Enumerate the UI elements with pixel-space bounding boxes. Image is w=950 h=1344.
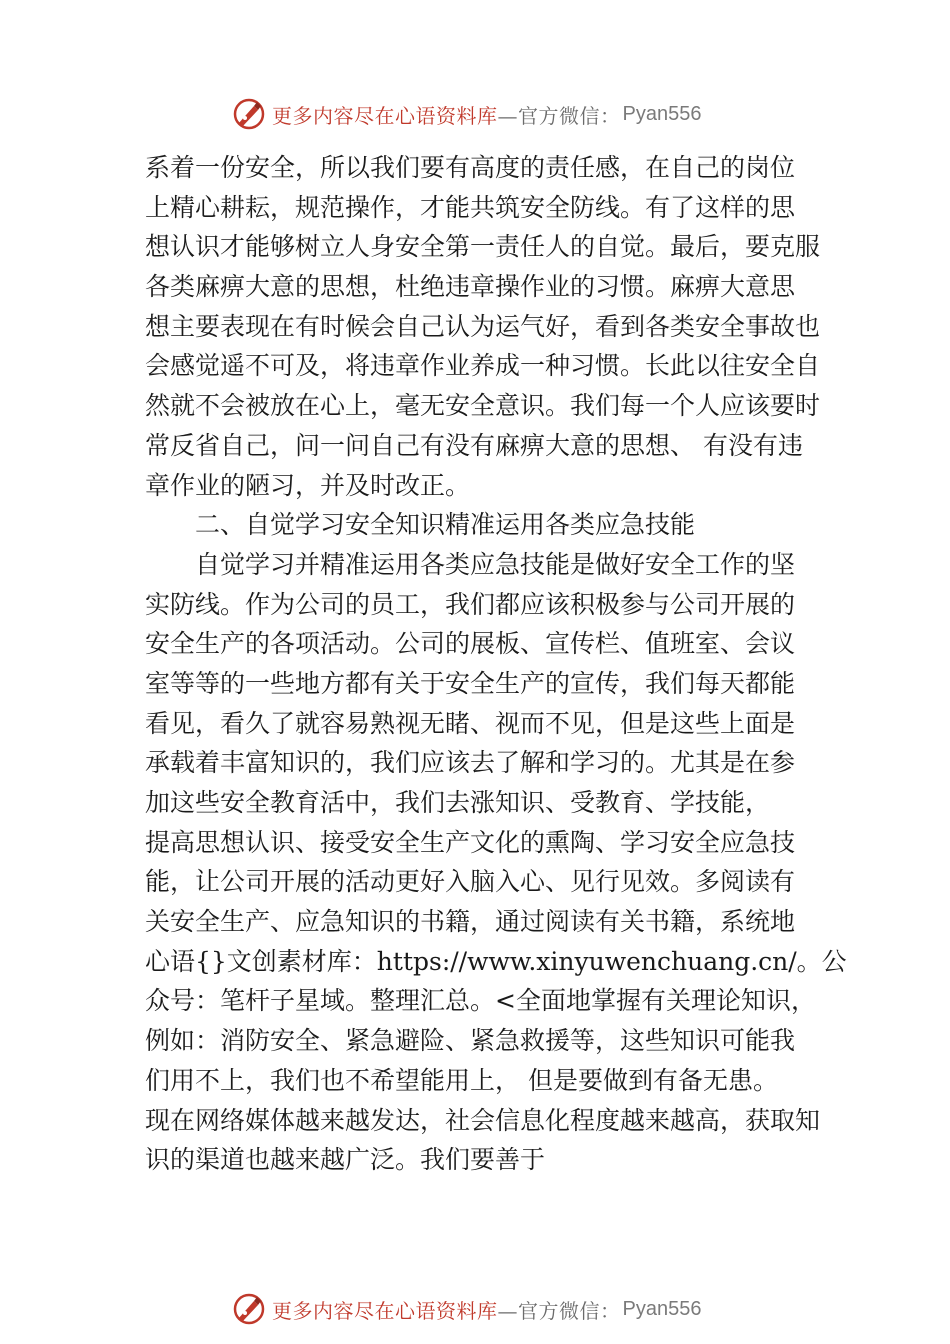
banner-title: 更多内容尽在心语资料库 <box>272 103 498 128</box>
pen-logo-icon <box>232 97 266 131</box>
text-line: 现在网络媒体越来越发达，社会信息化程度越来越高，获取知 <box>145 1105 821 1135</box>
text-line: 室等等的一些地方都有关于安全生产的宣传，我们每天都能 <box>145 668 796 698</box>
banner-wechat-id: Pyan556 <box>622 1297 702 1320</box>
text-line: 看见，看久了就容易熟视无睹、视而不见，但是这些上面是 <box>145 708 796 738</box>
text-line: 提高思想认识、接受安全生产文化的熏陶、学习安全应急技 <box>145 827 796 857</box>
text-line: 上精心耕耘，规范操作，才能共筑安全防线。有了这样的思 <box>145 192 796 222</box>
text-line: 心语{}文创素材库：https://www.xinyuwenchuang.cn/。公 <box>145 946 847 976</box>
text-line: 然就不会被放在心上，毫无安全意识。我们每一个人应该要时 <box>145 391 821 421</box>
banner-title: 更多内容尽在心语资料库 <box>272 1298 498 1323</box>
text-line: 系着一份安全，所以我们要有高度的责任感，在自己的岗位 <box>145 153 796 182</box>
text-line: 常反省自己，问一问自己有没有麻痹大意的思想、 有没有违 <box>145 430 803 460</box>
header-banner <box>232 96 701 132</box>
text-line: 安全生产的各项活动。公司的展板、宣传栏、值班室、会议 <box>145 629 796 659</box>
text-line: 自觉学习并精准运用各类应急技能是做好安全工作的坚 <box>195 549 796 579</box>
text-line: 关安全生产、应急知识的书籍，通过阅读有关书籍，系统地 <box>145 907 796 937</box>
text-line: 章作业的陋习，并及时改正。 <box>145 470 471 500</box>
text-line: 们用不上，我们也不希望能用上， 但是要做到有备无患。 <box>145 1065 778 1095</box>
text-line: 识的渠道也越来越广泛。我们要善于 <box>145 1145 546 1175</box>
text-line: 会感觉遥不可及，将违章作业养成一种习惯。长此以往安全自 <box>145 351 821 381</box>
text-line: 众号：笔杆子星域。整理汇总。<全面地掌握有关理论知识， <box>145 986 816 1016</box>
pen-logo-icon <box>232 1292 266 1326</box>
text-line: 各类麻痹大意的思想，杜绝违章操作业的习惯。麻痹大意思 <box>145 272 796 302</box>
text-line: 承载着丰富知识的，我们应该去了解和学习的。尤其是在参 <box>145 748 796 778</box>
document-body <box>145 148 847 1180</box>
text-line: 想主要表现在有时候会自己认为运气好，看到各类安全事故也 <box>145 311 821 341</box>
banner-separator: —官方微信： <box>497 103 621 128</box>
text-line: 例如：消防安全、紧急避险、紧急救援等，这些知识可能我 <box>145 1026 796 1056</box>
text-line: 实防线。作为公司的员工，我们都应该积极参与公司开展的 <box>145 589 796 619</box>
footer-banner <box>232 1291 701 1327</box>
text-line: 能，让公司开展的活动更好入脑入心、见行见效。多阅读有 <box>145 867 796 897</box>
text-line: 想认识才能够树立人身安全第一责任人的自觉。最后，要克服 <box>145 232 821 262</box>
text-line: 加这些安全教育活中，我们去涨知识、受教育、学技能， <box>145 788 771 817</box>
section-heading: 二、自觉学习安全知识精准运用各类应急技能 <box>195 510 696 540</box>
banner-wechat-id: Pyan556 <box>622 102 702 125</box>
banner-separator: —官方微信： <box>497 1298 621 1323</box>
